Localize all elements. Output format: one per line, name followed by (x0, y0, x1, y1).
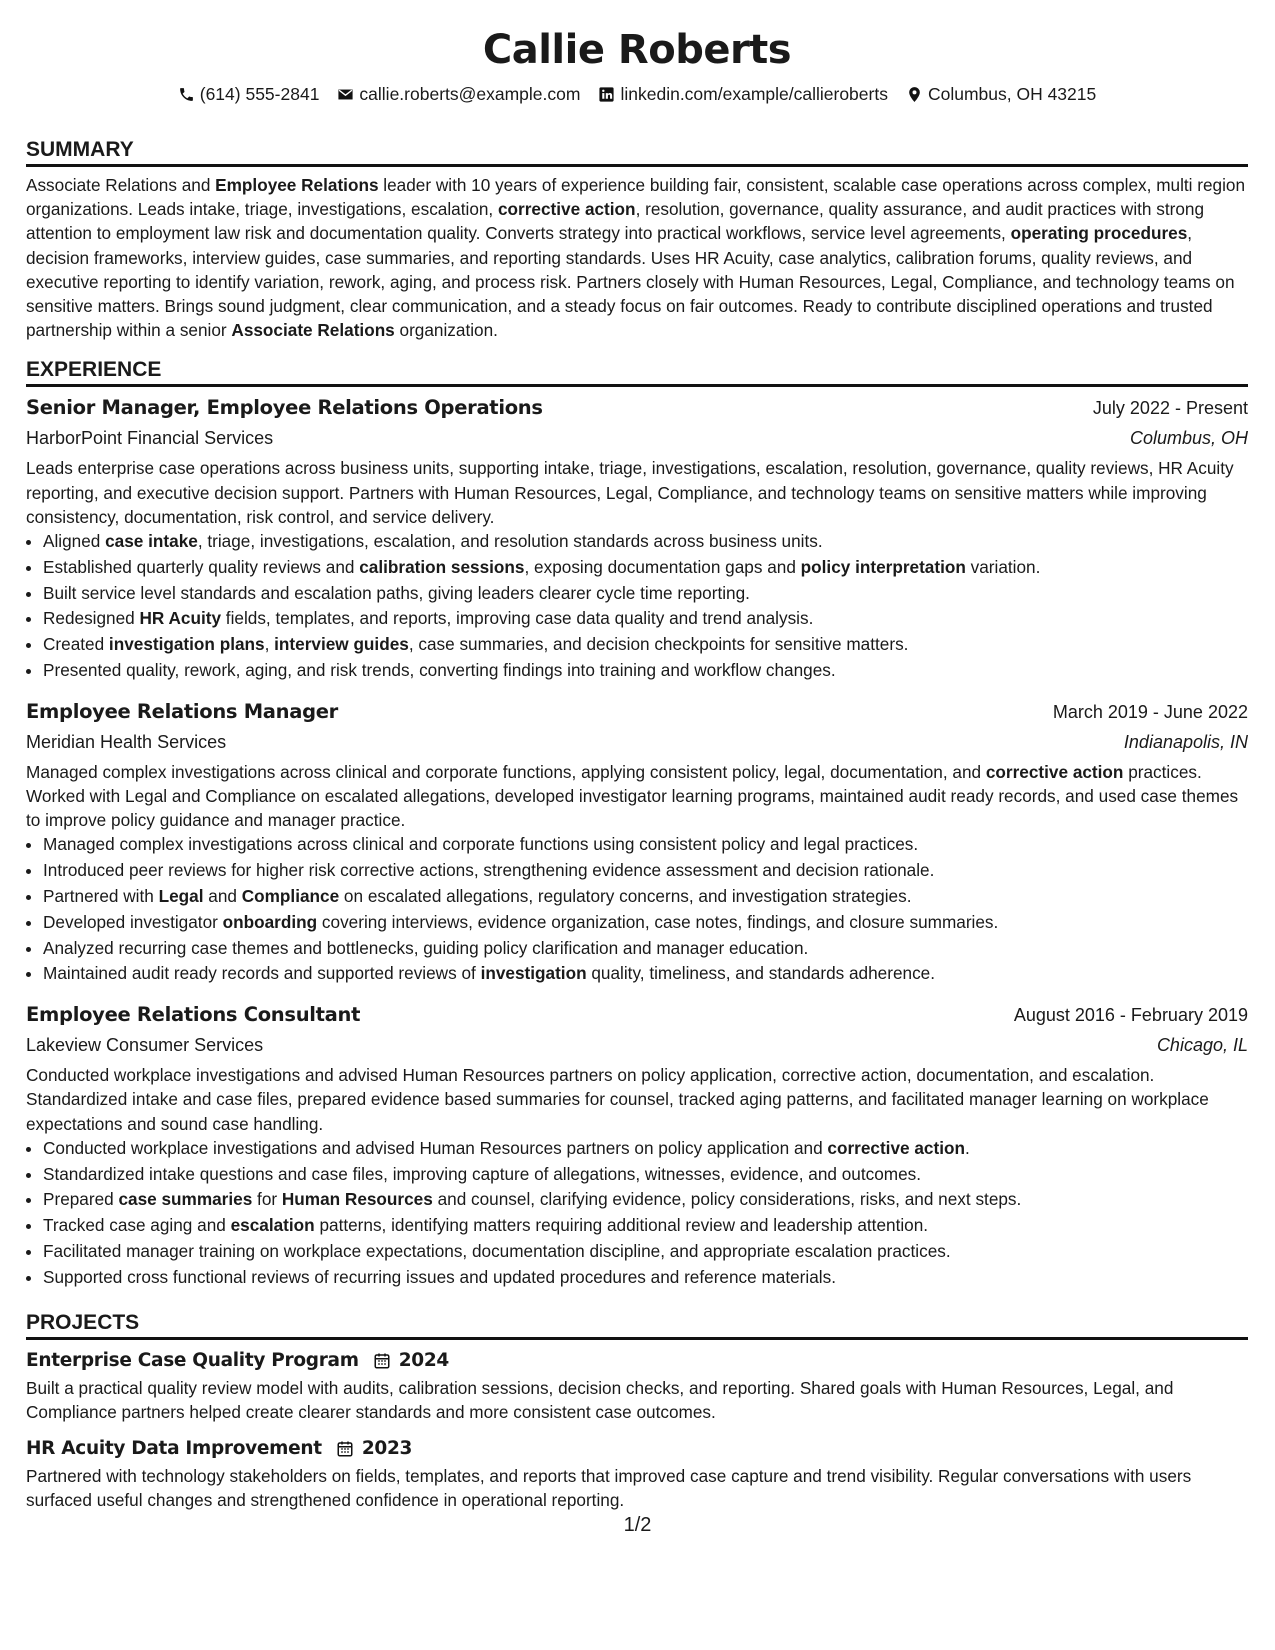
job-bullets (26, 832, 1248, 987)
envelope-icon (337, 86, 354, 103)
job-company: Meridian Health Services (26, 731, 227, 752)
location-text: Columbus, OH 43215 (927, 84, 1097, 104)
project-description: Built a practical quality review model with audits, calibration sessions, decision checks, and reporting. Shared goals with Human Resources, Legal, and Compliance partners helped create clearer standards and more consistent case outcomes. (26, 1377, 1174, 1422)
list-item: • Partnered with Legal and Compliance on escalated allegations, regulatory concerns, and investigation strategies. (43, 884, 1248, 910)
experience-section (26, 356, 1248, 1290)
list-item: • Redesigned HR Acuity fields, templates, and reports, improving case data quality and trend analysis. (43, 606, 1248, 632)
job-description: Conducted workplace investigations and advised Human Resources partners on policy application, corrective action, documentation, and escalation. Standardized intake and case files, prepared evidence based summaries for counsel, tracked aging patterns, and facilitated manager learning on workplace expectations and sound case handling. (26, 1065, 1209, 1134)
map-pin-icon (906, 86, 923, 103)
list-item: • Maintained audit ready records and supported reviews of investigation quality, timeliness, and standards adherence. (43, 961, 1248, 987)
list-item: • Built service level standards and escalation paths, giving leaders clearer cycle time reporting. (43, 581, 1248, 607)
job-bullets (26, 529, 1248, 684)
email-text: callie.roberts@example.com (359, 84, 581, 104)
list-item: • Analyzed recurring case themes and bottlenecks, guiding policy clarification and manager education. (43, 936, 1248, 962)
list-item: • Developed investigator onboarding covering interviews, evidence organization, case notes, findings, and closure summaries. (43, 910, 1248, 936)
summary-section (26, 136, 1248, 342)
job-title: Employee Relations Manager (26, 699, 338, 723)
project-name: HR Acuity Data Improvement (26, 1438, 322, 1459)
job-description: Leads enterprise case operations across business units, supporting intake, triage, investigations, escalation, resolution, governance, quality reviews, HR Acuity reporting, and executive decision support. Partners with Human Resources, Legal, Compliance, and technology teams on sensitive matters while improving consistency, documentation, risk control, and service delivery. (26, 458, 1234, 527)
calendar-icon (336, 1440, 354, 1458)
job-dates: July 2022 - Present (1092, 398, 1248, 419)
list-item: • Standardized intake questions and case files, improving capture of allegations, witnesses, evidence, and outcomes. (43, 1162, 1248, 1188)
contact-location (906, 82, 1096, 106)
job-title: Senior Manager, Employee Relations Operations (26, 396, 543, 420)
calendar-icon (373, 1352, 391, 1370)
list-item: • Facilitated manager training on workplace expectations, documentation discipline, and appropriate escalation practices. (43, 1239, 1248, 1265)
resume-page (26, 0, 1248, 1512)
section-title-projects: PROJECTS (26, 1310, 140, 1334)
list-item: • Tracked case aging and escalation patterns, identifying matters requiring additional review and leadership attention. (43, 1213, 1248, 1239)
job-title: Employee Relations Consultant (26, 1003, 361, 1027)
project-year: 2024 (398, 1349, 450, 1371)
contact-linkedin[interactable] (598, 82, 887, 106)
job-entry (26, 1000, 1248, 1290)
job-description: Managed complex investigations across clinical and corporate functions, applying consistent policy, legal, documentation, and corrective action practices. Worked with Legal and Compliance on escalated allegations, developed investigator learning programs, maintained audit ready records, and used case themes to improve policy guidance and manager practice. (26, 761, 1239, 831)
linkedin-text: linkedin.com/example/callieroberts (620, 84, 888, 104)
project-name: Enterprise Case Quality Program (26, 1349, 359, 1371)
section-divider (26, 164, 1248, 167)
job-location: Chicago, IL (1156, 1035, 1248, 1056)
project-description: Partnered with technology stakeholders on fields, templates, and reports that improved case capture and trend visibility. Regular conversations with users surfaced useful changes and strengthened confidence in operational reporting. (26, 1466, 1192, 1511)
contact-bar (26, 82, 1248, 106)
job-entry (26, 697, 1248, 987)
project-entry (26, 1346, 1248, 1424)
list-item: • Established quarterly quality reviews and calibration sessions, exposing documentation gaps and policy interpretation variation. (43, 555, 1248, 581)
list-item: • Prepared case summaries for Human Resources and counsel, clarifying evidence, policy considerations, risks, and next steps. (43, 1187, 1248, 1213)
section-divider (26, 384, 1248, 387)
job-location: Indianapolis, IN (1123, 731, 1248, 752)
project-year: 2023 (361, 1438, 413, 1459)
job-company: Lakeview Consumer Services (26, 1035, 264, 1056)
summary-text: Associate Relations and Employee Relations leader with 10 years of experience building fair, consistent, scalable case operations across complex, multi region organizations. Leads intake, triage, investigations, escalation, corrective action, resolution, governance, quality assurance, and audit practices with strong attention to employment law risk and documentation quality. Converts strategy into practical workflows, service level agreements, operating procedures, decision frameworks, interview guides, case summaries, and reporting standards. Uses HR Acuity, case analytics, calibration forums, quality reviews, and executive reporting to identify variation, rework, aging, and process risk. Partners closely with Human Resources, Legal, Compliance, and technology teams on sensitive matters. Brings sound judgment, clear communication, and a steady focus on fair outcomes. Ready to contribute disciplined operations and trusted partnership within a senior Associate Relations organization. (26, 175, 1246, 341)
job-bullets (26, 1136, 1248, 1291)
section-divider (26, 1337, 1248, 1340)
job-company: HarborPoint Financial Services (26, 428, 274, 449)
page-number: 1/2 (623, 1514, 652, 1536)
linkedin-icon (598, 86, 615, 103)
list-item: • Created investigation plans, interview guides, case summaries, and decision checkpoints for sensitive matters. (43, 632, 1248, 658)
contact-phone[interactable] (178, 82, 320, 106)
list-item: • Supported cross functional reviews of recurring issues and updated procedures and reference materials. (43, 1265, 1248, 1291)
phone-icon (178, 86, 195, 103)
section-title-experience: EXPERIENCE (26, 358, 162, 382)
list-item: • Presented quality, rework, aging, and risk trends, converting findings into training and workflow changes. (43, 658, 1248, 684)
projects-section (26, 1309, 1248, 1513)
list-item: • Aligned case intake, triage, investigations, escalation, and resolution standards across business units. (43, 529, 1248, 555)
job-dates: March 2019 - June 2022 (1052, 701, 1248, 722)
section-title-summary: SUMMARY (26, 138, 134, 161)
contact-email[interactable] (337, 82, 580, 106)
job-dates: August 2016 - February 2019 (1013, 1005, 1248, 1026)
project-entry (26, 1434, 1248, 1512)
job-entry (26, 393, 1248, 683)
phone-text: (614) 555-2841 (199, 84, 320, 104)
list-item: • Introduced peer reviews for higher risk corrective actions, strengthening evidence assessment and decision rationale. (43, 858, 1248, 884)
job-location: Columbus, OH (1129, 428, 1248, 449)
list-item: • Managed complex investigations across clinical and corporate functions using consistent policy and legal practices. (43, 832, 1248, 858)
candidate-name: Callie Roberts (482, 27, 792, 73)
list-item: • Conducted workplace investigations and advised Human Resources partners on policy application and corrective action. (43, 1136, 1248, 1162)
